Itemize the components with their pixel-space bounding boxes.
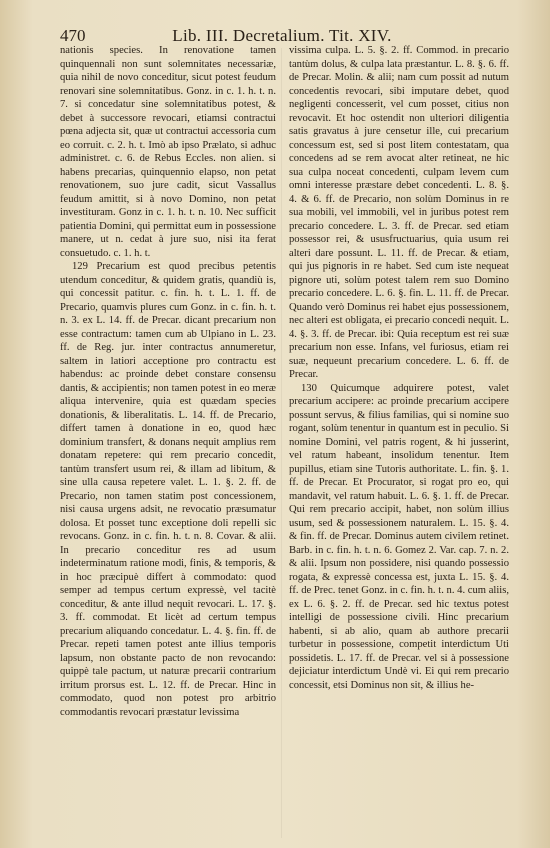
paragraph-continuation-right: vissima culpa. L. 5. §. 2. ff. Commod. in precario tantùm dolus, & culpa lata præstantur. L. 8. §. 6. ff. de Precar. Molin. & alii; nam cum possit ad nutum concedentis revocari, sibi imputare debet, quod negligenti concesserit, vel cum posset, citius non revocavit. Et hoc ostendit non ulteriori diligentia satis gravatus à jure censetur ille, cui precarium concessum est, sed si post litem contestatam, qua concedens ad se rem avocat alter retineat, ne hic sua culpa noceat concedenti, culpam levem cum omni interesse præstare debet concedenti. L. 8. §. 4. & 6. ff. de Precario, non solùm Dominus in re sua mobili, vel immobili, vel in juribus potest rem precario concedere. L. 3. ff. de Precar. sed etiam possessor rei, & ususfructuarius, quia usum rei alteri dare possunt. L. 11. ff. de Precar. & etiam, qui jus pignoris in re habet. Sed cum iste nequeat pignore uti, solùm potest talem rem suo Domino precario concedere. L. 6. §. fin. L. 11. ff. de Precar. Quando verò Dominus rei habet ejus possessionem, nec alteri est obligata, ei precario concedi nequit. L. 4. §. 3. ff. de Precar. ibi: Quia receptum est rei suæ precarium non esse. Infans, vel furiosus, etiam rei suæ, nequeunt precarium concedere. L. 6. ff. de Precar.: [289, 45, 509, 380]
left-column: [60, 44, 276, 719]
paragraph-130: 130 Quicumque adquirere potest, valet precarium accipere: ac proinde precarium accipere possunt servus, & filius familias, qui si nomine suo rogant, solùm tenentur in quantum est in peculio. Si nomine Domini, vel patris rogent, & hi jusserint, vel ratum habeant, insolidum tenentur. Item pupillus, etiam sine Tutoris authoritate. L. fin. §. 1. ff. de Precar. Et Procurator, si rogat pro eo, qui mandavit, vel ratum habuit. L. 6. §. 1. ff. de Precar. Qui rem precario accipit, habet, non solùm illius usum, sed & possessionem naturalem. L. 15. §. 4. & fin. ff. de Precar. Dominus autem civilem retinet. Barb. in c. fin. h. t. n. 6. Gomez 2. Var. cap. 7. n. 2. & alii. Ipsum non possidere, nisi quando possessio rogata, & expressè concessa est, juxta L. 15. §. 4. ff. de Prec. tenet Gonz. in c. fin. h. t. n. 4. cum aliis, ex L. 6. §. 2. ff. de Precar. sed hic textus potest intelligi de possessione civili. Hinc precarium habenti, si ab alio, quam ab authore precarii turbetur in possessione, competit interdictum Uti possidetis. L. 17. ff. de Precar. vel si à possessione dejiciatur interdictum Undè vi. Ei qui rem precario concessit, etsi Dominus non sit, & illius he-: [289, 382, 509, 691]
page-number: 470: [60, 26, 86, 45]
paragraph-129: 129 Precarium est quod precibus petentis utendum conceditur, & quidem gratis, quandiù is, qui concessit patitur. c. fin. h. t. L. 1. ff. de Precario, quamvis plures cum Gonz. in c. fin. h. t. n. 3. ex L. 14. ff. de Precar. dicant precarium non esse contractum: tamen cum ab Ulpiano in L. 23. ff. de Reg. jur. inter contractus annumeretur, saltem in latiori acceptione pro contractu est habendus: ac proinde debet constare consensu dantis, & accipientis; non tamen potest in eo meræ aliqua intervenire, quia est quædam species donationis, & liberalitatis. L. 14. ff. de Precario, differt tamen à donatione in eo, quod hæc dominium transfert, & donans nequit amplius rem donatam repetere: qui rem precario concedit, tantùm transfert usum rei, & illam ad libitum, & sine ulla causa repetere valet. L. 1. §. 2. ff. de Precario, non tamen statim post concessionem, nisi causa urgens adsit, ne revocatio præsumatur dolosa. Et posset tunc exceptione doli repelli sic revocans. Gonz. in c. fin. h. t. n. 8. Covar. & alii. In precario conceditur res ad usum indeterminatum ratione modi, finis, & temporis, & in hoc præcipuè differt à commodato: quod semper ad tempus certum expressè, vel tacitè conceditur, & ante illud nequit revocari. L. 17. §. 3. ff. commodat. Et licèt ad certum tempus precarium aliquando concedatur. L. 4. §. fin. ff. de Precar. repeti tamen potest ante illius temporis lapsum, non obstante pacto de non revocando: quippè tale pactum, ut naturæ precarii contrarium irritum prorsus est. L. 12. ff. de Precar. Hinc in commodato, quod non potest pro arbitrio commodantis revocari præstatur levissima: [60, 261, 276, 718]
column-gutter: [281, 48, 282, 838]
running-head: Lib. III. Decretalium. Tit. XIV.: [172, 26, 392, 45]
right-column: [289, 44, 509, 692]
page-header: [60, 26, 504, 46]
paragraph-continuation: nationis species. In renovatione tamen quinquennali non sunt solemnitates necessariæ, quia nihil de novo conceditur, sicut potest feudum renovari sine solemnitatibus. Gonz. in c. 1. h. t. n. 7. si concedatur sine solemnitatibus potest, & debet à successore revocari, etiamsi contractui pœna adjecta sit, quæ ut contractui accessoria cum eo corruit. c. 2. h. t. Imò ab ipso Prælato, si adhuc administret. c. 6. de Rebus Eccles. non alien. si habens precarias, quinquennio elapso, non petat renovationem, suo jure cadit, sicut Vassallus feudum amittit, si à novo Domino, non petat investituram. Gonz in c. 1. h. t. n. 10. Nec sufficit patientia Domini, qui permittat eum in possessione manere, ut n. cedat à jure suo, nisi ita ferat consuetudo. c. 1. h. t.: [60, 45, 276, 259]
